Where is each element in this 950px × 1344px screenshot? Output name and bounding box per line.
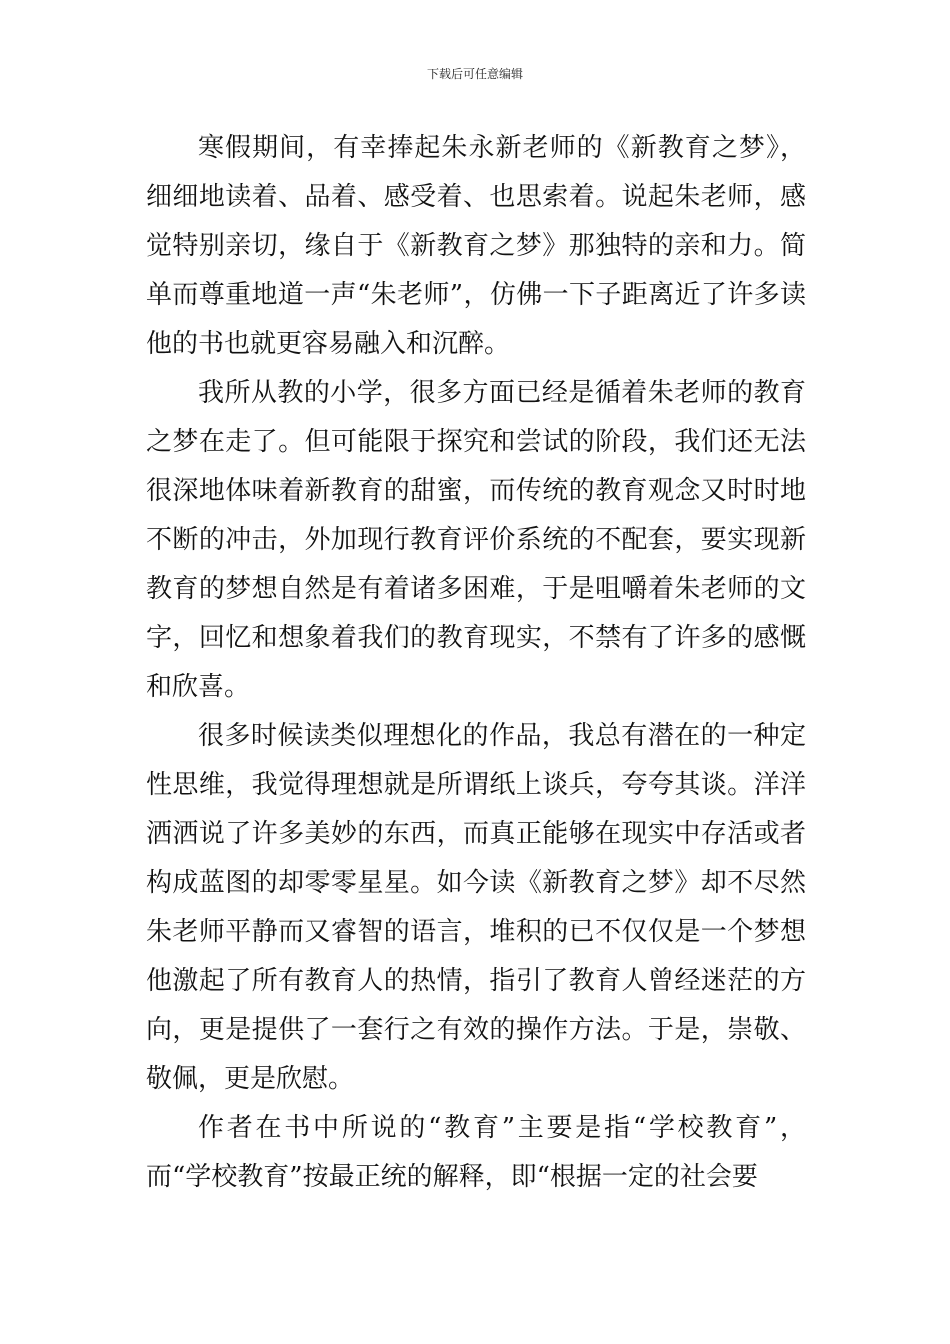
paragraph-3: 很多时候读类似理想化的作品，我总有潜在的一种定性思维，我觉得理想就是所谓纸上谈兵，夸夸其谈。洋洋洒洒说了许多美妙的东西，而真正能够在现实中存活或者构成蓝图的却零零星星。如今读《新教育之梦》却不尽然朱老师平静而又睿智的语言，堆积的已不仅仅是一个梦想他激起了所有教育人的热情，指引了教育人曾经迷茫的方向，更是提供了一套行之有效的操作方法。于是，崇敬、敬佩，更是欣慰。	[146, 721, 806, 1094]
document-body	[146, 124, 806, 1202]
paragraph-4: 作者在书中所说的“教育”主要是指“学校教育”，而“学校教育”按最正统的解释，即“根据一定的社会要	[146, 1113, 806, 1192]
paragraph-1: 寒假期间，有幸捧起朱永新老师的《新教育之梦》，细细地读着、品着、感受着、也思索着。说起朱老师，感觉特别亲切，缘自于《新教育之梦》那独特的亲和力。简单而尊重地道一声“朱老师”，仿佛一下子距离近了许多读他的书也就更容易融入和沉醉。	[146, 133, 806, 359]
paragraph-2: 我所从教的小学，很多方面已经是循着朱老师的教育之梦在走了。但可能限于探究和尝试的阶段，我们还无法很深地体味着新教育的甜蜜，而传统的教育观念又时时地不断的冲击，外加现行教育评价系统的不配套，要实现新教育的梦想自然是有着诸多困难，于是咀嚼着朱老师的文字，回忆和想象着我们的教育现实，不禁有了许多的感慨和欣喜。	[146, 378, 806, 702]
page-header: 下载后可任意编辑	[426, 67, 523, 81]
